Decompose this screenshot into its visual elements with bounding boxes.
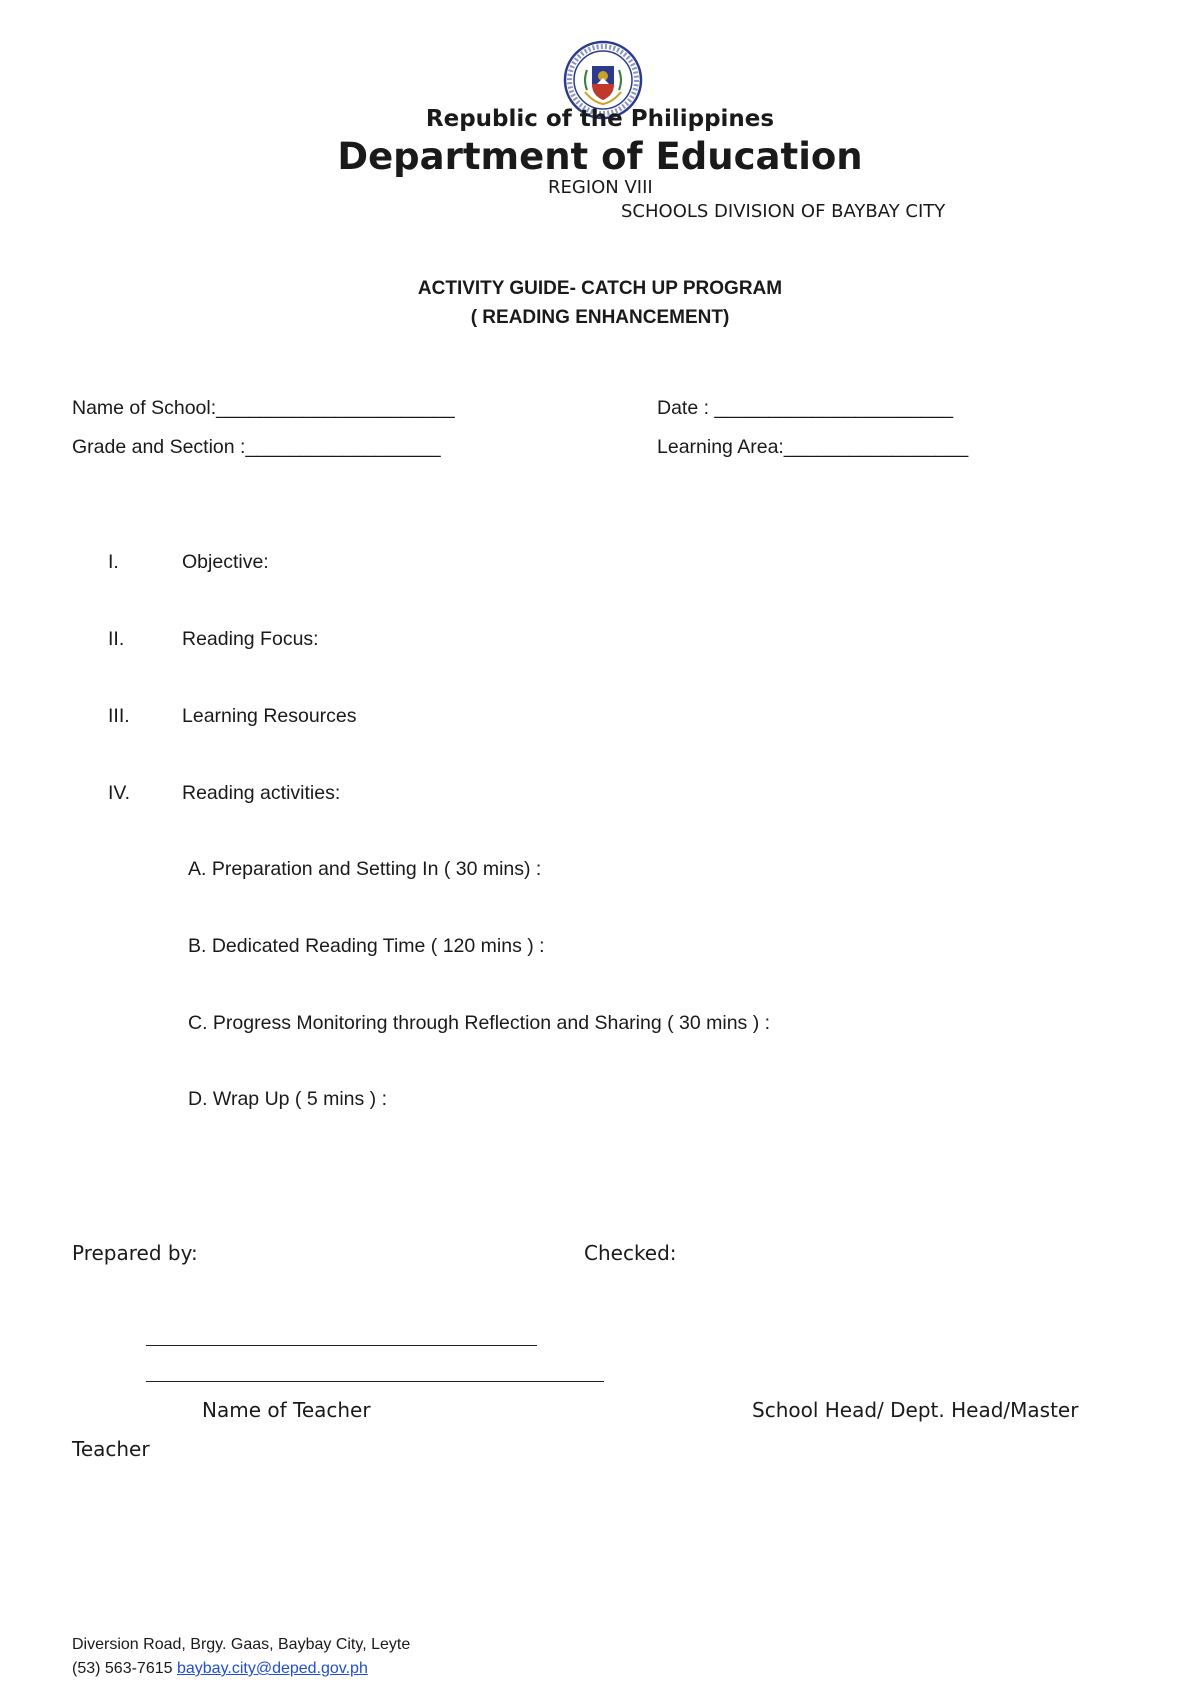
republic-heading: Republic of the Philippines: [425, 106, 775, 132]
section-learning-resources: Learning Resources: [182, 705, 357, 727]
school-head-label: School Head/ Dept. Head/Master: [752, 1398, 1079, 1422]
section-number: I.: [108, 551, 119, 573]
footer-phone: (53) 563-7615: [72, 1660, 173, 1677]
division-heading: SCHOOLS DIVISION OF BAYBAY CITY: [621, 201, 946, 222]
section-number: IV.: [108, 782, 131, 804]
footer-address: Diversion Road, Brgy. Gaas, Baybay City, Leyte: [72, 1636, 411, 1653]
footer-contact: [72, 1660, 368, 1678]
section-number: III.: [108, 705, 130, 727]
date-field[interactable]: Date : ______________________: [657, 397, 954, 419]
document-title: ACTIVITY GUIDE- CATCH UP PROGRAM: [417, 278, 783, 299]
activity-item: B. Dedicated Reading Time ( 120 mins ) :: [188, 935, 545, 957]
checked-by-label: Checked:: [584, 1241, 677, 1265]
footer-email-link[interactable]: baybay.city@deped.gov.ph: [176, 1660, 368, 1677]
section-reading-activities: Reading activities:: [182, 782, 341, 804]
department-heading: Department of Education: [337, 135, 863, 178]
region-heading: REGION VIII: [548, 177, 653, 198]
activity-item: C. Progress Monitoring through Reflection and Sharing ( 30 mins ) :: [188, 1012, 771, 1034]
document-subtitle: ( READING ENHANCEMENT): [470, 307, 730, 328]
head-signature-line: [146, 1381, 604, 1382]
school-head-label-cont: Teacher: [72, 1437, 150, 1461]
prepared-by-label: Prepared by:: [72, 1241, 198, 1265]
activity-item: D. Wrap Up ( 5 mins ) :: [188, 1088, 388, 1110]
teacher-name-label: Name of Teacher: [202, 1398, 371, 1422]
section-objective: Objective:: [182, 551, 269, 573]
activity-item: A. Preparation and Setting In ( 30 mins) :: [188, 858, 542, 880]
school-name-field[interactable]: Name of School:______________________: [72, 397, 455, 419]
teacher-signature-line: [146, 1345, 537, 1346]
section-reading-focus: Reading Focus:: [182, 628, 319, 650]
grade-section-field[interactable]: Grade and Section :__________________: [72, 436, 441, 458]
section-number: II.: [108, 628, 125, 650]
learning-area-field[interactable]: Learning Area:_________________: [657, 436, 969, 458]
